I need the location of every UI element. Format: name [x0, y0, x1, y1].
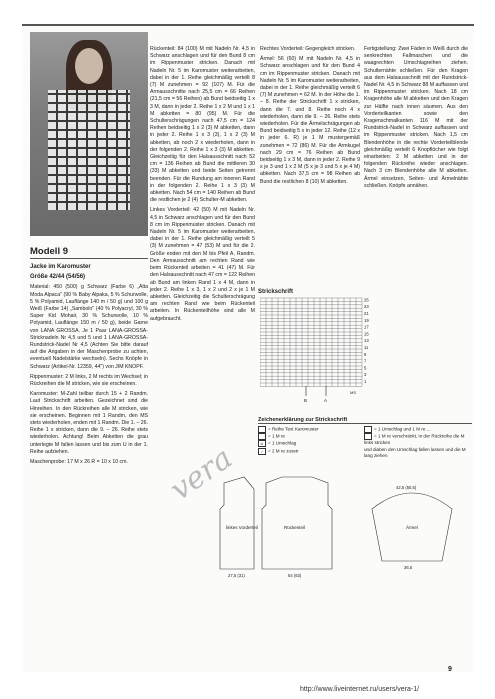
column-2 [150, 46, 255, 326]
legend-rule [258, 423, 472, 424]
chart-row-number: 1 [364, 379, 367, 384]
chart-row-number: 7 [364, 358, 367, 364]
sleeve-width: 36,5 [404, 565, 413, 570]
sleeve-top-width: 42,5 (50,5) [396, 485, 417, 490]
finishing-text: Fertigstellung: Zwei Fäden in Weiß durch die senkrechten Fallmaschen und die waagrechten Umschlagreihen ziehen. Schulternähte schließen. Für den Kragen aus dem Halsausschnitt mit der Rundstrick-Nadel Nr. 4,5 in Schwarz 88 M auffassen und im Rippenmuster stricken. Nach 18 cm Kragenhöhe alle M abketten und den Kragen zur Hälfte nach innen säumen. Aus den Vorderteilkanten sowie den Kragenschmalkanten 116 M mit der Rundstrick-Nadel in Schwarz auffassen und im Rippenmuster stricken. Nach 1,5 cm Blendenhöhe in die rechte Vorderteilblende gleichmäßig verteilt 6 Knopflöcher wie folgt einarbeiten: 2 M abketten und in der folgenden Rückreihe wieder anschlagen. Nach 3 cm Blendenhöhe alle M abketten. Ärmel einsetzen, Seiten- und Ärmelnähte schließen. Knöpfe annähen. [364, 46, 468, 189]
left-front-text: Linkes Vorderteil: 42 (50) M mit Nadeln Nr. 4,5 in Schwarz anschlagen und für den Bund 8 cm im Rippenmuster stricken. Danach mit Nadeln Nr. 5 im Karomuster weiterarbeiten, dabei in der 1. Reihe gleichmäßig verteilt 5 (3) M zunehmen = 47 (53) M und für die 2. Größe enden mit den M bis Pfeil A, Randm. Den Armausschnitt am rechten Rand wie beim Rückenteil arbeiten = 41 (47) M. Für den Halsausschnitt nach 47 cm = 122 Reihen ab Bund am linken Rand 1 x 4 M, dann in jeder 2. Reihe 1 x 3, 1 x 2 und 2 x je 1 M abketten. Gleichzeitig die Schulterschrägung am rechten Rand wie beim Rückenteil arbeiten. In Rückenteilhöhe sind alle M aufgebraucht. [150, 207, 255, 322]
symbol-twisted [364, 433, 372, 440]
chart-row-number: 19 [364, 317, 369, 323]
symbol-yo-knit [364, 426, 372, 433]
legend-title: Zeichenerklärung zur Strickschrift [258, 417, 348, 423]
chart-row-number: 11 [364, 345, 369, 350]
chart-title: Strickschrift [258, 289, 294, 295]
rib-pattern-text: Rippenmuster: 2 M links, 2 M rechts im Wechsel; in Rückreihen die M stricken, wie sie erscheinen. [30, 373, 148, 388]
chart-row-number: 23 [364, 304, 369, 310]
legend-item: = Reihe Text Karomuster [258, 426, 358, 433]
chart-row-number: 3 [364, 372, 367, 378]
chart-row-number: 13 [364, 338, 369, 344]
chart-row-number: 17 [364, 324, 369, 330]
symbol-k2tog: / [258, 448, 266, 455]
header-rule [22, 24, 474, 26]
chart-row-number: 25 [364, 297, 369, 303]
back-label: Rückenteil [284, 525, 306, 530]
watermark-signature: vera [164, 440, 239, 508]
legend-item: / = 2 M re zusstr [258, 448, 358, 455]
sleeve-label: Ärmel [406, 525, 418, 530]
repeat-label: MS [350, 390, 356, 395]
page-number: 9 [448, 666, 452, 673]
back-width: 54 (63) [288, 573, 302, 578]
symbol-blank [258, 426, 266, 433]
marker-a: A [324, 398, 328, 403]
model-sizes: Größe 42/44 (54/56) [30, 274, 86, 281]
knitting-chart [260, 296, 385, 404]
back-piece-text: Rückenteil: 84 (100) M mit Nadeln Nr. 4,5 in Schwarz anschlagen und für den Bund 8 cm im Rippenmuster stricken. Danach mit Nadeln Nr. 5 im Karomuster weiterarbeiten, dabei in der 1. Reihe gleichmäßig verteilt 8 (7) M zunehmen = 92 (107) M. Für die Armausschnitte nach 25,5 cm = 66 Reihen (21,5 cm = 56 Reihen) ab Bund beidseitig 1 x 3 M, dann in jeder 2. Reihe 1 x 2 M und 1 x 1 M abketten = 80 (95) M. Für die Schulterschrägungen nach 47,5 cm = 124 Reihen beidseitig 1 x 2 (3) M abketten, dann in jeder 2. Reihe 1 x 3 (3), 1 x 2 (3) M abketten, ab noch 2 x wiederholen, dann in der folgenden 2. Reihe 1 x 3 (3) M abketten. Gleichzeitig für den Halsausschnitt nach 52 cm = 136 Reihen ab Bund die mittleren 30 (33) M abketten und beide Seiten getrennt beenden. Für die Rundung am inneren Rand in der folgenden 2. Reihe 1 x 3 (3) M abketten. Nach 54 cm = 140 Reihen ab Bund die restlichen je 2 (4) Schulter-M abketten. [150, 46, 255, 204]
chart-row-number: 5 [364, 365, 367, 371]
sleeve-schematic [362, 469, 462, 579]
magazine-page [22, 24, 474, 672]
check-pattern-text: Karomuster: M-Zahl teilbar durch 15 + 2 Randm. Laut Strickschrift arbeiten. Gezeichnet sind die Hinreihen. In den Rückreihen alle M stricken, wie sie erscheinen. Beginnen mit 1 Randm, den MS stets wiederholen, enden mit 1 Randm. Die 1. – 26. Reihe 1 x stricken, dann die 9. – 26. Reihe stets wiederholen. Achtung! Beim Abketten die grau unterlegte M fallen lassen und bis zum U in der 1. Reihe aufziehen. [30, 391, 148, 455]
legend-item: = 1 M re verschränkt, in der Rückreihe die M links stricken [364, 433, 465, 446]
marker-b: B [304, 398, 308, 403]
chart-row-number: 9 [364, 351, 367, 357]
column-4 [364, 46, 468, 193]
material-text: Material: 450 (500) g Schwarz (Farbe 6) „Alta Moda Alpaca" (90 % Baby Alpaka, 5 % Schurwolle, 5 % Polyamid, Lauflänge 140 m / 50 g) und 100 g Weiß (Farbe 14) „Sambolo" (40 % Polyacryl, 30 % Super Kid Mohair, 30 % Schurwolle, 10 % Polyamid, Lauflänge 150 m / 50 g), beide Garne von LANA GROSSA. Je 1 Paar LANA-GROSSA-Stricknadeln Nr 4,5 und 5 und 1 LANA-GROSSA-Rundstrick-Nadel Nr 4,5 (Achten Sie bitte darauf auf die Angaben in der Maschenprobe zu achten, eventuell Nadelstärke wechseln). Sechs Knöpfe in Schwarz (Artikel-Nr. 12359, 44") von JIM KNOPF. [30, 284, 148, 370]
model-photo [30, 32, 148, 236]
legend-right [364, 426, 472, 460]
chart-row-number: 21 [364, 311, 369, 316]
gauge-text: Maschenprobe: 17 M x 26 R = 10 x 10 cm. [30, 459, 128, 466]
back-schematic [254, 469, 344, 579]
jacket-shape [48, 90, 130, 210]
symbol-yo: U [258, 440, 266, 447]
legend-item: = 1 M re [258, 433, 358, 440]
legend-left [258, 426, 358, 455]
column-3 [260, 46, 360, 189]
model-title: Modell 9 [30, 246, 69, 257]
legend-item: und diaben den Umschlag fallen lassen und die M lang ziehen [364, 446, 466, 459]
legend-item: = 1 Umschlag und 1 M re ... [364, 426, 472, 433]
sleeve-text: Ärmel: 56 (60) M mit Nadeln Nr. 4,5 in Schwarz anschlagen und für den Bund 4 cm im Rippenmuster stricken. Danach mit Nadeln Nr. 5 im Karomuster weiterarbeiten, dabei in der 1. Reihe gleichmäßig verteilt 6 (7) M zunehmen = 62 M. In der Höhe die 1. – 8. Reihe der Strickschrift 1 x stricken, dann die 7. und 8. Reihe noch 4 x wiederholen, dann die 9. – 26. Reihe stets wiederholen. Für die Ärmelschrägungen ab Bund beidseitig 5 x in jeder 12. Reihe (12 x in jeder 6. R) je 1 M mustergemäß zunehmen = 72 (86) M. Für die Armkugel nach 29 cm = 76 Reihen ab Bund beidseitig 1 x 3 M, dann in jeder 2. Reihe 9 x je 3 und 1 x 2 M (5 x je 3 und 5 x je 4 M) abketten. Nach 37,5 cm = 98 Reihen ab Bund die restlichen 8 (10) M abketten. [260, 56, 360, 185]
chart-row-number: 15 [364, 331, 369, 337]
front-label: linkes Vorderteil [226, 525, 258, 530]
model-subtitle: Jacke im Karomuster [30, 264, 91, 270]
legend-item: U = 1 Umschlag [258, 440, 358, 447]
symbol-knit [258, 433, 266, 440]
title-rule [30, 258, 148, 259]
footer-url[interactable]: http://www.liveinternet.ru/users/vera-1/ [300, 686, 420, 693]
column-1 [30, 264, 148, 469]
head-shape [75, 48, 103, 84]
front-width: 27,5 (31) [228, 573, 245, 578]
right-front-text: Rechtes Vorderteil: Gegengleich stricken. [260, 46, 356, 52]
